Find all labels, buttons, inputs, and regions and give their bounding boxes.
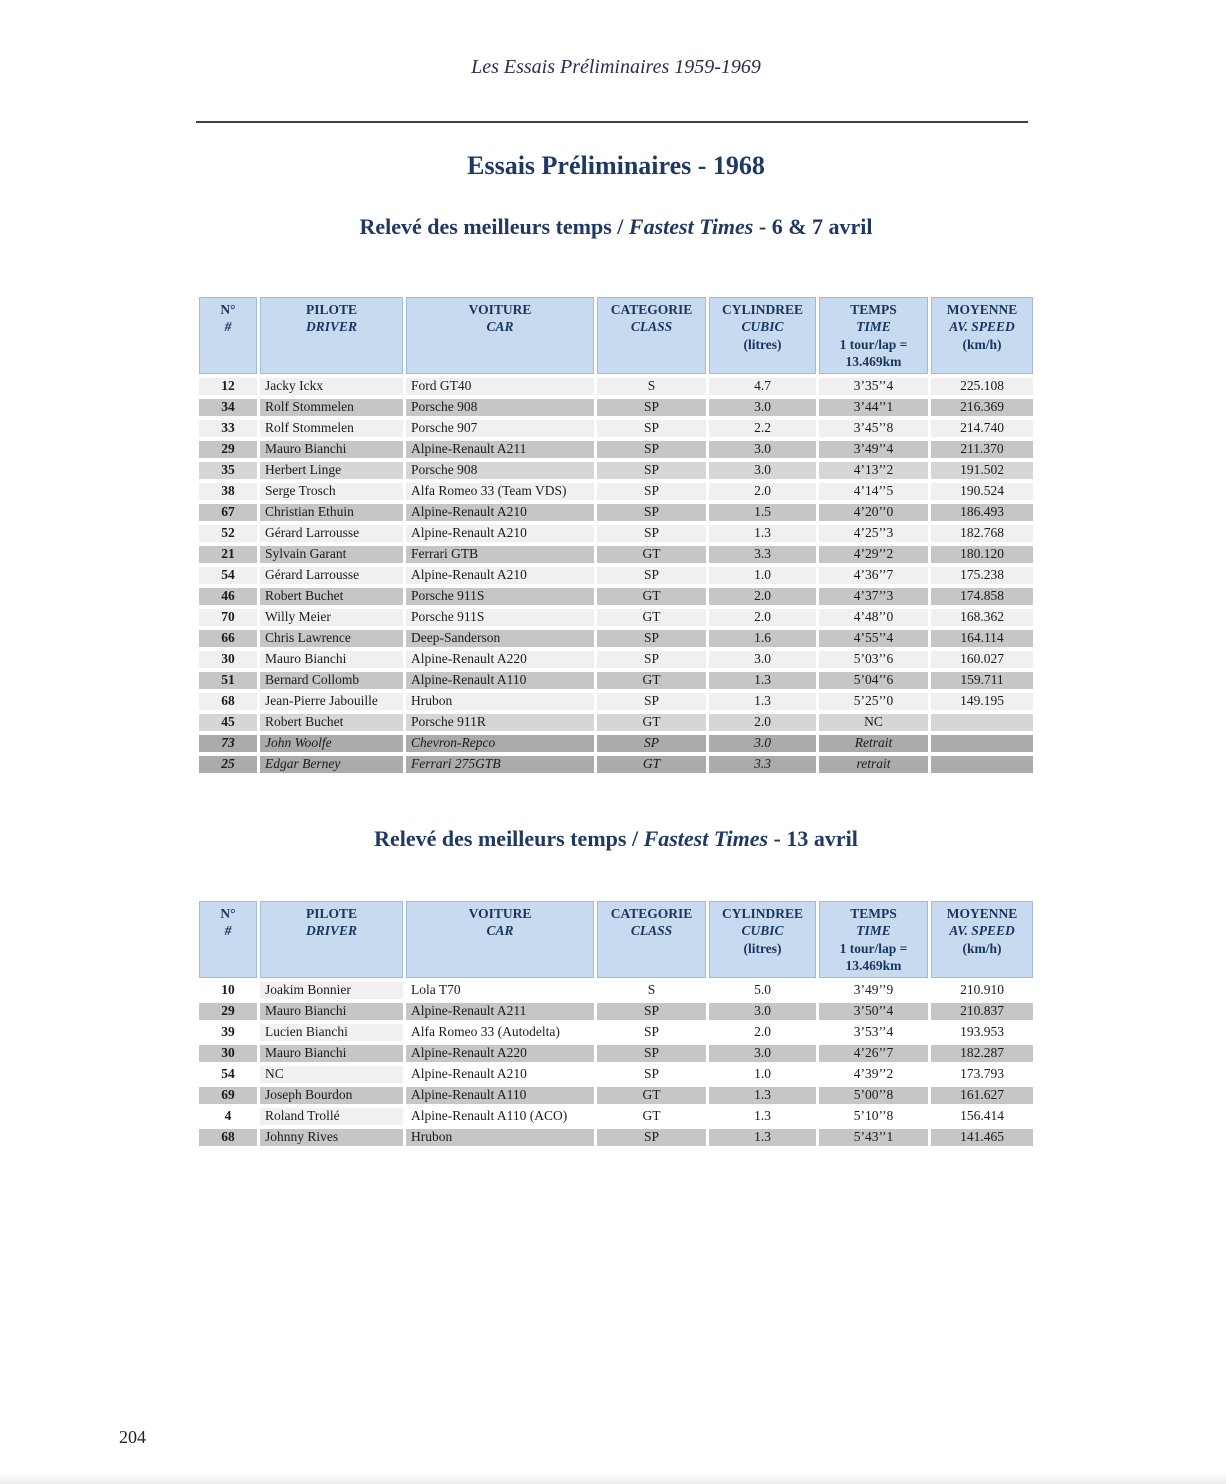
cell-temps: 4’26’’7: [819, 1045, 928, 1062]
cell-categorie: GT: [597, 546, 706, 563]
cell-temps: 3’44’’1: [819, 399, 928, 416]
cell-pilote: Joakim Bonnier: [260, 982, 403, 999]
cell-voiture: Chevron-Repco: [406, 735, 594, 752]
cell-categorie: GT: [642, 1108, 661, 1124]
cell-temps: 4’29’’2: [819, 546, 928, 563]
table-row: [199, 714, 1033, 731]
cell-moyenne: 190.524: [931, 483, 1033, 500]
cell-moyenne: 182.287: [931, 1045, 1033, 1062]
cell-cylindree: 3.0: [709, 441, 816, 458]
table-header-row: [199, 297, 1033, 374]
table-row: [199, 1003, 1033, 1020]
cell-moyenne: 173.793: [960, 1066, 1004, 1082]
cell-moyenne: 174.858: [931, 588, 1033, 605]
cell-cylindree: 1.3: [709, 693, 816, 710]
cell-temps: 4’55’’4: [819, 630, 928, 647]
cell-number: 73: [199, 735, 257, 752]
table-body: [199, 378, 1033, 773]
cell-categorie: SP: [597, 630, 706, 647]
cell-moyenne: 186.493: [931, 504, 1033, 521]
cell-temps: 4’14’’5: [819, 483, 928, 500]
col-header-number: N° #: [199, 297, 257, 374]
cell-moyenne: 216.369: [931, 399, 1033, 416]
cell-voiture: Porsche 908: [406, 462, 594, 479]
col-header-pilote: PILOTE DRIVER: [260, 297, 403, 374]
cell-number: 10: [221, 982, 235, 998]
cell-moyenne: [931, 714, 1033, 731]
cell-temps: Retrait: [819, 735, 928, 752]
table-row: [199, 672, 1033, 689]
cell-cylindree: 1.0: [709, 567, 816, 584]
cell-temps: 4’25’’3: [819, 525, 928, 542]
cell-number: 51: [199, 672, 257, 689]
cell-voiture: Porsche 908: [406, 399, 594, 416]
cell-temps: 4’48’’0: [819, 609, 928, 626]
cell-cylindree: 3.0: [709, 735, 816, 752]
cell-categorie: SP: [597, 525, 706, 542]
cell-temps: 3’49’’4: [819, 441, 928, 458]
cell-categorie: SP: [597, 735, 706, 752]
cell-moyenne: 149.195: [931, 693, 1033, 710]
cell-voiture: Alpine-Renault A211: [406, 1003, 594, 1020]
table-row: [199, 546, 1033, 563]
cell-moyenne: 182.768: [931, 525, 1033, 542]
table-row: [199, 693, 1033, 710]
cell-number: 29: [199, 1003, 257, 1020]
col-header-cylindree: CYLINDREE CUBIC (litres): [709, 901, 816, 978]
cell-temps: 5’43’’1: [819, 1129, 928, 1146]
cell-number: 4: [224, 1108, 232, 1124]
cell-categorie: GT: [597, 588, 706, 605]
cell-pilote: Mauro Bianchi: [260, 1045, 403, 1062]
cell-temps: 3’49’’9: [853, 982, 894, 998]
table-row: [199, 735, 1033, 752]
cell-number: 69: [199, 1087, 257, 1104]
cell-temps: 3’50’’4: [819, 1003, 928, 1020]
cell-number: 52: [199, 525, 257, 542]
cell-cylindree: 1.0: [754, 1066, 771, 1082]
cell-categorie: SP: [597, 441, 706, 458]
cell-voiture: Alpine-Renault A210: [406, 567, 594, 584]
cell-number: 21: [199, 546, 257, 563]
table-row: [199, 756, 1033, 773]
cell-voiture: Alpine-Renault A210: [406, 525, 594, 542]
cell-categorie: GT: [597, 609, 706, 626]
cell-voiture: Alpine-Renault A220: [406, 651, 594, 668]
cell-number: 67: [199, 504, 257, 521]
col-header-pilote: PILOTE DRIVER: [260, 901, 403, 978]
cell-number: 33: [199, 420, 257, 437]
cell-temps: 4’39’’2: [853, 1066, 894, 1082]
table-row: [199, 399, 1033, 416]
cell-voiture: Alpine-Renault A210: [406, 504, 594, 521]
table-row: [199, 1066, 1033, 1083]
cell-voiture: Alpine-Renault A220: [406, 1045, 594, 1062]
cell-number: 46: [199, 588, 257, 605]
cell-moyenne: 141.465: [931, 1129, 1033, 1146]
cell-number: 35: [199, 462, 257, 479]
cell-temps: 4’13’’2: [819, 462, 928, 479]
cell-moyenne: 168.362: [931, 609, 1033, 626]
cell-moyenne: 191.502: [931, 462, 1033, 479]
cell-categorie: GT: [597, 672, 706, 689]
cell-number: 30: [199, 651, 257, 668]
cell-number: 25: [199, 756, 257, 773]
cell-temps: retrait: [819, 756, 928, 773]
cell-moyenne: 211.370: [931, 441, 1033, 458]
cell-voiture: Hrubon: [406, 693, 594, 710]
cell-pilote: Robert Buchet: [260, 714, 403, 731]
cell-cylindree: 3.3: [709, 546, 816, 563]
cell-cylindree: 2.0: [709, 609, 816, 626]
cell-categorie: S: [647, 982, 656, 998]
cell-temps: NC: [819, 714, 928, 731]
table-row: [199, 441, 1033, 458]
cell-temps: 4’37’’3: [819, 588, 928, 605]
cell-number: 68: [199, 1129, 257, 1146]
cell-cylindree: 1.3: [754, 1108, 771, 1124]
subtitle-suffix: - 13 avril: [768, 826, 858, 851]
cell-cylindree: 1.5: [709, 504, 816, 521]
fastest-times-table-april-13: [196, 897, 1036, 1150]
col-header-temps: TEMPS TIME 1 tour/lap = 13.469km: [819, 297, 928, 374]
page-number: 204: [119, 1427, 146, 1447]
cell-voiture: Porsche 911S: [406, 609, 594, 626]
cell-cylindree: 2.0: [709, 588, 816, 605]
cell-cylindree: 4.7: [709, 378, 816, 395]
cell-moyenne: 225.108: [931, 378, 1033, 395]
subtitle-italic: Fastest Times: [628, 214, 754, 239]
cell-cylindree: 2.0: [754, 1024, 771, 1040]
cell-moyenne: 193.953: [960, 1024, 1004, 1040]
cell-pilote: Mauro Bianchi: [260, 1003, 403, 1020]
cell-voiture: Hrubon: [406, 1129, 594, 1146]
cell-cylindree: 1.3: [709, 672, 816, 689]
cell-number: 38: [199, 483, 257, 500]
cell-cylindree: 3.3: [709, 756, 816, 773]
cell-categorie: SP: [597, 462, 706, 479]
cell-voiture: Alpine-Renault A210: [411, 1066, 527, 1082]
cell-pilote: Serge Trosch: [260, 483, 403, 500]
cell-number: 29: [199, 441, 257, 458]
cell-categorie: GT: [597, 714, 706, 731]
cell-categorie: SP: [597, 1045, 706, 1062]
running-head: Les Essais Préliminaires 1959-1969: [471, 56, 761, 78]
fastest-times-table-april-6-7: [196, 293, 1036, 777]
cell-categorie: SP: [597, 399, 706, 416]
cell-categorie: SP: [597, 504, 706, 521]
cell-cylindree: 1.3: [709, 525, 816, 542]
cell-categorie: S: [597, 378, 706, 395]
table-header-row: [199, 901, 1033, 978]
cell-pilote: Mauro Bianchi: [260, 651, 403, 668]
cell-pilote: John Woolfe: [260, 735, 403, 752]
section-subtitle-april-6-7: [196, 214, 1036, 240]
cell-pilote: Gérard Larrousse: [260, 525, 403, 542]
cell-categorie: SP: [597, 693, 706, 710]
cell-pilote: Edgar Berney: [260, 756, 403, 773]
cell-cylindree: 2.0: [709, 714, 816, 731]
cell-voiture: Alfa Romeo 33 (Autodelta): [411, 1024, 560, 1040]
cell-moyenne: 180.120: [931, 546, 1033, 563]
table-body: [199, 982, 1033, 1146]
cell-pilote: Christian Ethuin: [260, 504, 403, 521]
cell-voiture: Lola T70: [411, 982, 461, 998]
table-row: [199, 609, 1033, 626]
cell-pilote: Roland Trollé: [260, 1108, 403, 1125]
table-row: [199, 651, 1033, 668]
col-header-categorie: CATEGORIE CLASS: [597, 901, 706, 978]
cell-pilote: Bernard Collomb: [260, 672, 403, 689]
cell-pilote: Lucien Bianchi: [260, 1024, 403, 1041]
cell-moyenne: 156.414: [960, 1108, 1004, 1124]
cell-temps: 3’45’’8: [819, 420, 928, 437]
cell-voiture: Ferrari GTB: [406, 546, 594, 563]
cell-moyenne: 210.910: [960, 982, 1004, 998]
cell-pilote: Robert Buchet: [260, 588, 403, 605]
table-header: [199, 297, 1033, 374]
cell-pilote: Rolf Stommelen: [260, 399, 403, 416]
cell-voiture: Alpine-Renault A110 (ACO): [411, 1108, 568, 1124]
subtitle-prefix: Relevé des meilleurs temps /: [359, 214, 629, 239]
cell-number: 54: [199, 567, 257, 584]
cell-pilote: NC: [260, 1066, 403, 1083]
header-rule: [196, 121, 1028, 123]
col-header-moyenne: MOYENNE AV. SPEED (km/h): [931, 901, 1033, 978]
cell-moyenne: 160.027: [931, 651, 1033, 668]
col-header-voiture: VOITURE CAR: [406, 901, 594, 978]
cell-voiture: Ford GT40: [406, 378, 594, 395]
cell-temps: 5’00’’8: [819, 1087, 928, 1104]
section-subtitle-april-13: [196, 826, 1036, 852]
cell-cylindree: 2.2: [709, 420, 816, 437]
cell-voiture: Alpine-Renault A110: [406, 1087, 594, 1104]
cell-pilote: Jean-Pierre Jabouille: [260, 693, 403, 710]
cell-pilote: Jacky Ickx: [260, 378, 403, 395]
col-header-temps: TEMPS TIME 1 tour/lap = 13.469km: [819, 901, 928, 978]
cell-categorie: SP: [597, 567, 706, 584]
cell-pilote: Rolf Stommelen: [260, 420, 403, 437]
cell-cylindree: 5.0: [754, 982, 771, 998]
cell-cylindree: 1.6: [709, 630, 816, 647]
cell-cylindree: 3.0: [709, 651, 816, 668]
subtitle-italic: Fastest Times: [643, 826, 769, 851]
cell-categorie: SP: [597, 483, 706, 500]
table-row: [199, 1129, 1033, 1146]
col-header-categorie: CATEGORIE CLASS: [597, 297, 706, 374]
page-title: Essais Préliminaires - 1968: [467, 151, 765, 180]
cell-categorie: SP: [643, 1066, 660, 1082]
col-header-number: N° #: [199, 901, 257, 978]
cell-cylindree: 2.0: [709, 483, 816, 500]
cell-cylindree: 3.0: [709, 462, 816, 479]
cell-categorie: GT: [597, 756, 706, 773]
subtitle-suffix: - 6 & 7 avril: [753, 214, 873, 239]
cell-voiture: Alpine-Renault A211: [406, 441, 594, 458]
col-header-voiture: VOITURE CAR: [406, 297, 594, 374]
cell-categorie: SP: [597, 1003, 706, 1020]
cell-voiture: Porsche 911R: [406, 714, 594, 731]
cell-categorie: SP: [597, 1129, 706, 1146]
cell-moyenne: 175.238: [931, 567, 1033, 584]
cell-categorie: SP: [597, 420, 706, 437]
cell-temps: 5’03’’6: [819, 651, 928, 668]
cell-voiture: Porsche 907: [406, 420, 594, 437]
cell-temps: 5’04’’6: [819, 672, 928, 689]
table-row: [199, 567, 1033, 584]
cell-voiture: Alfa Romeo 33 (Team VDS): [406, 483, 594, 500]
cell-number: 12: [199, 378, 257, 395]
table-row: [199, 483, 1033, 500]
cell-categorie: GT: [597, 1087, 706, 1104]
cell-temps: 4’36’’7: [819, 567, 928, 584]
cell-temps: 3’35’’4: [819, 378, 928, 395]
cell-number: 30: [199, 1045, 257, 1062]
cell-cylindree: 1.3: [709, 1129, 816, 1146]
table-header: [199, 901, 1033, 978]
table-row: [199, 630, 1033, 647]
cell-cylindree: 3.0: [709, 1045, 816, 1062]
subtitle-prefix: Relevé des meilleurs temps /: [374, 826, 644, 851]
table-row: [199, 1045, 1033, 1062]
table-row: [199, 1108, 1033, 1125]
cell-cylindree: 1.3: [709, 1087, 816, 1104]
cell-number: 39: [221, 1024, 235, 1040]
cell-voiture: Porsche 911S: [406, 588, 594, 605]
table-row: [199, 525, 1033, 542]
cell-cylindree: 3.0: [709, 399, 816, 416]
cell-pilote: Willy Meier: [260, 609, 403, 626]
cell-number: 66: [199, 630, 257, 647]
cell-voiture: Ferrari 275GTB: [406, 756, 594, 773]
cell-number: 70: [199, 609, 257, 626]
table-row: [199, 1024, 1033, 1041]
cell-categorie: SP: [597, 651, 706, 668]
table-row: [199, 982, 1033, 999]
cell-moyenne: 159.711: [931, 672, 1033, 689]
cell-number: 54: [221, 1066, 235, 1082]
cell-voiture: Alpine-Renault A110: [406, 672, 594, 689]
cell-temps: 3’53’’4: [853, 1024, 894, 1040]
cell-temps: 5’10’’8: [853, 1108, 894, 1124]
table-row: [199, 588, 1033, 605]
cell-pilote: Gérard Larrousse: [260, 567, 403, 584]
cell-temps: 4’20’’0: [819, 504, 928, 521]
cell-moyenne: [931, 735, 1033, 752]
cell-cylindree: 3.0: [709, 1003, 816, 1020]
cell-moyenne: 164.114: [931, 630, 1033, 647]
cell-categorie: SP: [643, 1024, 660, 1040]
cell-pilote: Sylvain Garant: [260, 546, 403, 563]
cell-moyenne: 214.740: [931, 420, 1033, 437]
cell-voiture: Deep-Sanderson: [406, 630, 594, 647]
cell-number: 68: [199, 693, 257, 710]
cell-pilote: Chris Lawrence: [260, 630, 403, 647]
table-row: [199, 504, 1033, 521]
col-header-moyenne: MOYENNE AV. SPEED (km/h): [931, 297, 1033, 374]
col-header-cylindree: CYLINDREE CUBIC (litres): [709, 297, 816, 374]
cell-pilote: Herbert Linge: [260, 462, 403, 479]
cell-moyenne: 210.837: [931, 1003, 1033, 1020]
cell-moyenne: [931, 756, 1033, 773]
cell-pilote: Johnny Rives: [260, 1129, 403, 1146]
table-row: [199, 462, 1033, 479]
cell-number: 45: [199, 714, 257, 731]
cell-pilote: Mauro Bianchi: [260, 441, 403, 458]
table-row: [199, 378, 1033, 395]
cell-pilote: Joseph Bourdon: [260, 1087, 403, 1104]
cell-number: 34: [199, 399, 257, 416]
table-row: [199, 420, 1033, 437]
table-row: [199, 1087, 1033, 1104]
page-bottom-edge: [0, 1472, 1226, 1484]
cell-temps: 5’25’’0: [819, 693, 928, 710]
cell-moyenne: 161.627: [931, 1087, 1033, 1104]
